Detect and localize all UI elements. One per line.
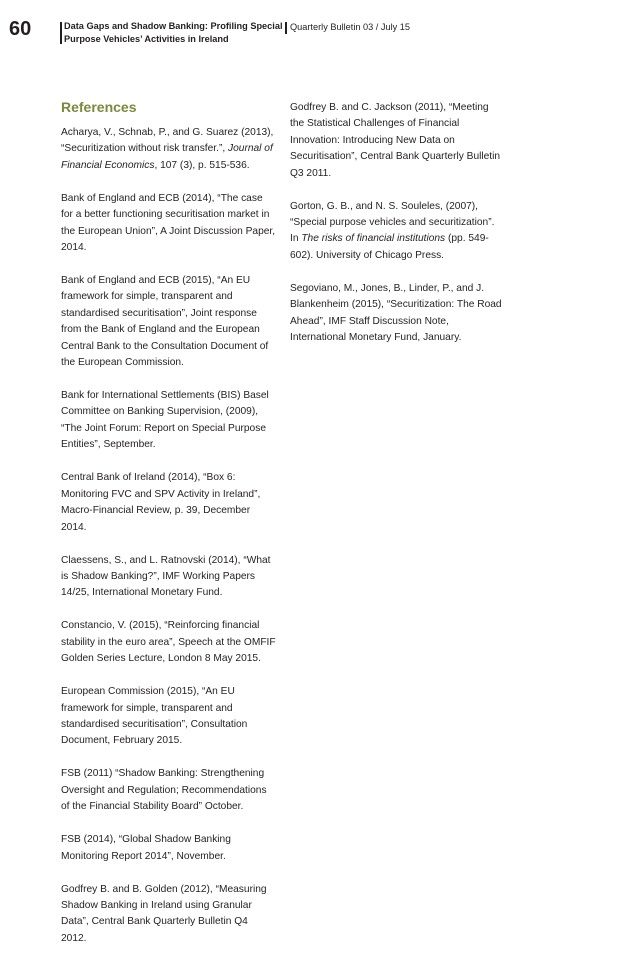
reference-text: Godfrey B. and B. Golden (2012), “Measuring Shadow Banking in Ireland using Granular Data”, Central Bank Quarterly Bulletin Q4 2012. xyxy=(61,883,267,944)
header-divider-right xyxy=(285,22,287,34)
reference-text: Claessens, S., and L. Ratnovski (2014), “What is Shadow Banking?”, IMF Working Papers 14/25, International Monetary Fund. xyxy=(61,554,271,599)
reference-entry xyxy=(61,191,276,257)
reference-entry xyxy=(61,470,276,536)
reference-text: Central Bank of Ireland (2014), “Box 6: Monitoring FVC and SPV Activity in Ireland”, Macro-Financial Review, p. 39, December 2014. xyxy=(61,472,261,533)
header-divider-left xyxy=(60,22,62,44)
reference-entry xyxy=(61,618,276,667)
reference-entry xyxy=(290,199,505,265)
reference-text: Gorton, G. B., and N. S. Souleles, (2007), “Special purpose vehicles and securitization”. In xyxy=(290,200,495,245)
reference-text: Godfrey B. and C. Jackson (2011), “Meeting the Statistical Challenges of Financial Innovation: Introducing New Data on Securitisation”, Central Bank Quarterly Bulletin Q3 2011. xyxy=(290,102,501,179)
reference-entry xyxy=(61,553,276,602)
reference-text: Bank of England and ECB (2014), “The case for a better functioning securitisation market in the European Union”, A Joint Discussion Paper, 2014. xyxy=(61,192,276,254)
reference-text: Bank of England and ECB (2015), “An EU framework for simple, transparent and standardised securitisation”, Joint response from the Bank of England and the European Central Bank to the Consultation Document of the European Commission. xyxy=(61,275,269,369)
references-column-right xyxy=(290,100,505,363)
reference-entry xyxy=(61,832,276,865)
references-column-left xyxy=(61,97,276,964)
reference-entry xyxy=(61,388,276,454)
reference-entry xyxy=(61,684,276,750)
header-title: Data Gaps and Shadow Banking: Profiling Special Purpose Vehicles’ Activities in Ireland xyxy=(64,21,283,44)
references-heading: References xyxy=(61,99,137,115)
reference-list-left xyxy=(61,125,276,947)
reference-text: FSB (2014), “Global Shadow Banking Monitoring Report 2014”, November. xyxy=(61,834,231,862)
reference-text: European Commission (2015), “An EU framework for simple, transparent and standardised securitisation”, Consultation Document, February 2015. xyxy=(61,686,248,747)
reference-text: FSB (2011) “Shadow Banking: Strengthening Oversight and Regulation; Recommendations of the Financial Stability Board” October. xyxy=(61,768,267,813)
reference-entry xyxy=(61,882,276,948)
reference-text: Segoviano, M., Jones, B., Linder, P., and J. Blankenheim (2015), “Securitization: The Road Ahead”, IMF Staff Discussion Note, International Monetary Fund, January. xyxy=(290,282,502,344)
reference-entry xyxy=(290,281,505,347)
page-number: 60 xyxy=(9,18,32,40)
reference-text: , 107 (3), p. 515-536. xyxy=(154,159,250,171)
reference-title-italic: Journal of Financial Economics xyxy=(61,143,273,171)
reference-text: Bank for International Settlements (BIS) Basel Committee on Banking Supervision, (2009), “The Joint Forum: Report on Special Purpose Entities”, September. xyxy=(61,390,269,451)
reference-entry xyxy=(61,766,276,815)
reference-entry xyxy=(61,273,276,371)
reference-entry xyxy=(61,125,276,174)
header-issue: Quarterly Bulletin 03 / July 15 xyxy=(290,22,411,32)
reference-list-right xyxy=(290,100,505,346)
reference-entry xyxy=(290,100,505,182)
reference-text: Acharya, V., Schnab, P., and G. Suarez (2013), “Securitization without risk transfer.”, xyxy=(61,127,274,155)
reference-text: Constancio, V. (2015), “Reinforcing financial stability in the euro area”, Speech at the OMFIF Golden Series Lecture, London 8 May 2015. xyxy=(61,620,276,665)
reference-title-italic: The risks of financial institutions xyxy=(301,233,446,245)
reference-text: (pp. 549-602). University of Chicago Press. xyxy=(290,233,489,261)
